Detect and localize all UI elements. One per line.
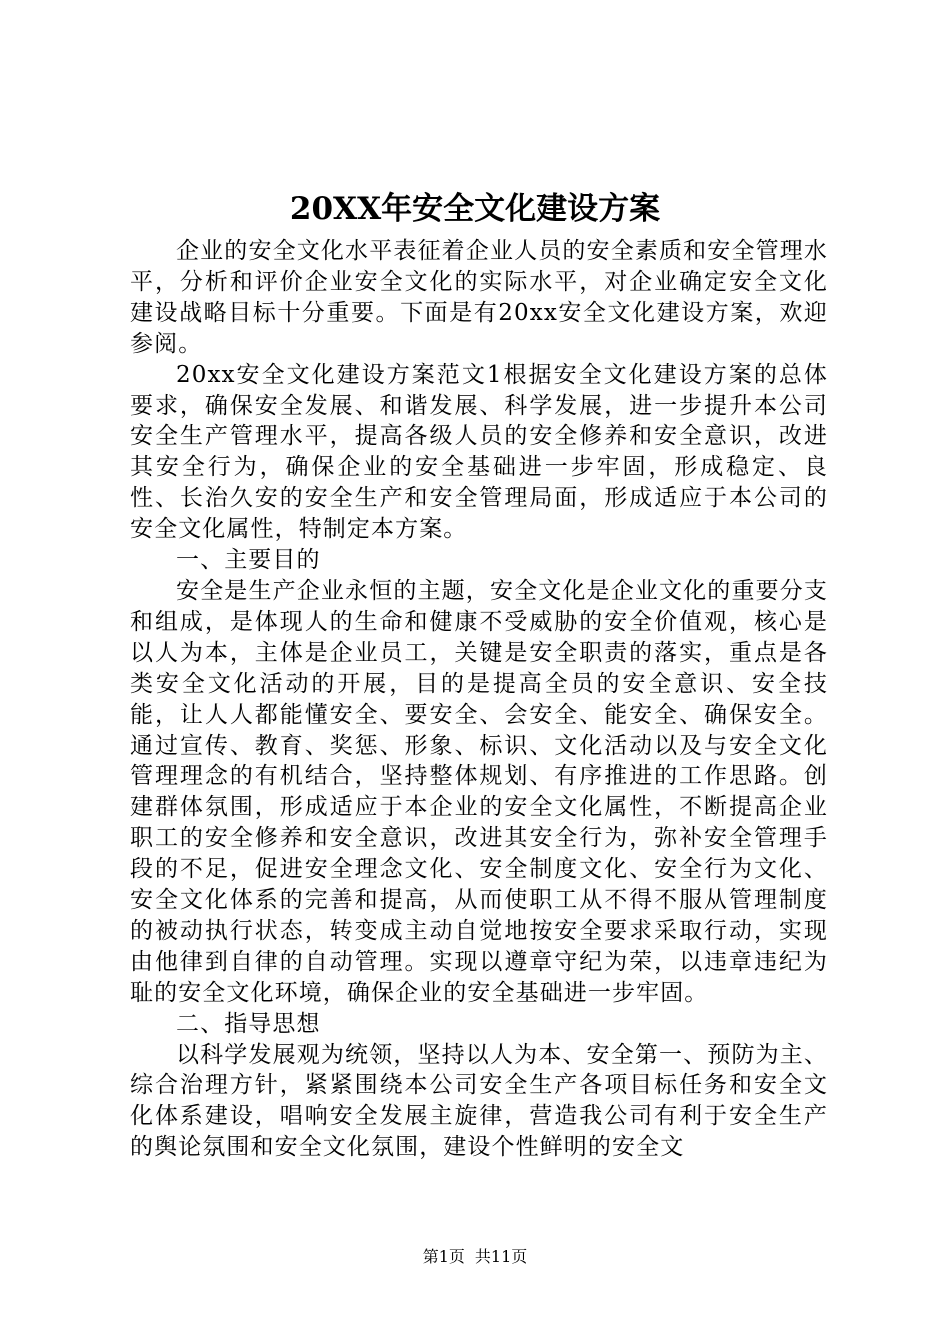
intro-paragraph: 企业的安全文化水平表征着企业人员的安全素质和安全管理水平，分析和评价企业安全文化的实际水平，对企业确定安全文化建设战略目标十分重要。下面是有20xx安全文化建设方案，欢迎参阅。: [130, 238, 828, 357]
purpose-paragraph: 安全是生产企业永恒的主题，安全文化是企业文化的重要分支和组成，是体现人的生命和健康不受威胁的安全价值观，核心是以人为本，主体是企业员工，关键是安全职责的落实，重点是各类安全文化活动的开展，目的是提高全员的安全意识、安全技能，让人人都能懂安全、要安全、会安全、能安全、确保安全。通过宣传、教育、奖惩、形象、标识、文化活动以及与安全文化管理理念的有机结合，坚持整体规划、有序推进的工作思路。创建群体氛围，形成适应于本企业的安全文化属性，不断提高企业职工的安全修养和安全意识，改进其安全行为，弥补安全管理手段的不足，促进安全理念文化、安全制度文化、安全行为文化、安全文化体系的完善和提高，从而使职工从不得不服从管理制度的被动执行状态，转变成主动自觉地按安全要求采取行动，实现由他律到自律的自动管理。实现以遵章守纪为荣，以违章违纪为耻的安全文化环境，确保企业的安全基础进一步牢固。: [130, 577, 828, 1006]
page-footer: [0, 1246, 950, 1268]
section-heading-purpose: 一、主要目的: [176, 547, 321, 574]
page-total: 共11页: [474, 1247, 528, 1266]
document-body: [130, 236, 828, 1163]
document-title: 20XX年安全文化建设方案: [289, 191, 661, 227]
section-heading-guiding-thought: 二、指导思想: [176, 1010, 321, 1037]
page-number: 第1页: [422, 1247, 465, 1266]
sample-paragraph: 20xx安全文化建设方案范文1根据安全文化建设方案的总体要求，确保安全发展、和谐发展、科学发展，进一步提升本公司安全生产管理水平，提高各级人员的安全修养和安全意识，改进其安全行为，确保企业的安全基础进一步牢固，形成稳定、良性、长治久安的安全生产和安全管理局面，形成适应于本公司的安全文化属性，特制定本方案。: [130, 361, 828, 543]
guiding-thought-paragraph: 以科学发展观为统领，坚持以人为本、安全第一、预防为主、综合治理方针，紧紧围绕本公司安全生产各项目标任务和安全文化体系建设，唱响安全发展主旋律，营造我公司有利于安全生产的舆论氛围和安全文化氛围，建设个性鲜明的安全文: [130, 1041, 828, 1161]
